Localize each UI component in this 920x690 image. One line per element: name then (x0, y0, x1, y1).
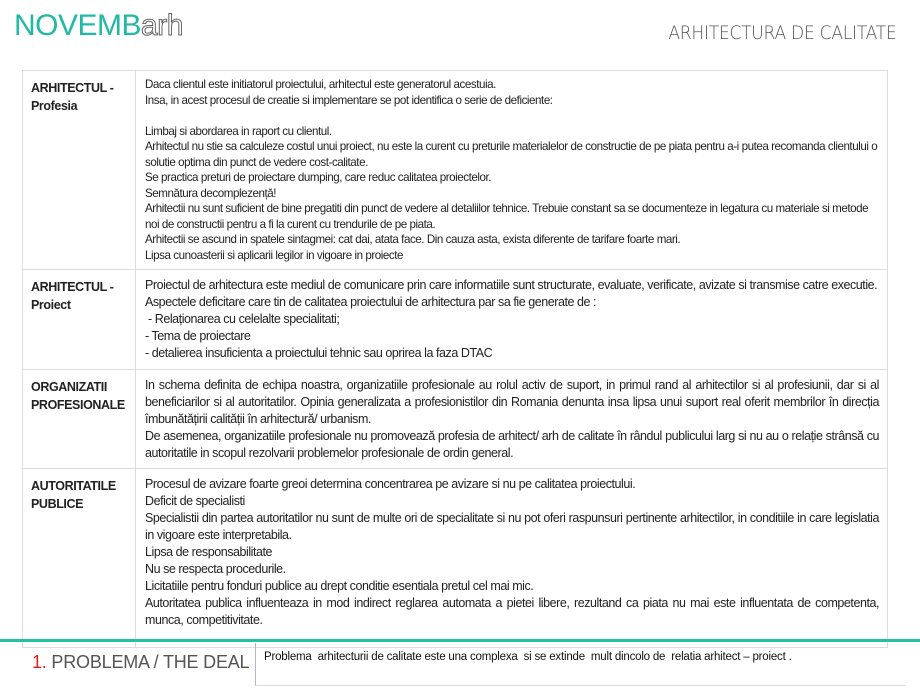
summary-text: Problema arhitecturii de calitate este una complexa si se extinde mult dincolo de relatia arhitect – proiect . (264, 651, 792, 663)
row-label (23, 370, 136, 469)
text-line: Insa, in acest procesul de creatie si implementare se pot identifica o serie de deficiente: (145, 93, 553, 107)
label-line: PROFESIONALE (31, 398, 125, 412)
text-line: De asemenea, organizatiile profesionale nu promovează profesia de arhitect/ arh de calitate în rândul publicului larg si nu au o relație strânsă cu autoritatile in scopul rezolvarii problemelor profesionale de ordin general. (145, 429, 879, 460)
section-label (32, 652, 249, 673)
text-line: - detalierea insuficienta a proiectului tehnic sau oprirea la faza DTAC (145, 346, 493, 360)
row-label (23, 71, 136, 270)
logo (14, 8, 183, 44)
text-line: Lipsa de responsabilitate (145, 545, 273, 559)
label-line: ARHITECTUL - (31, 81, 114, 95)
row-label (23, 469, 136, 648)
problems-table (22, 70, 888, 648)
text-line: In schema definita de echipa noastra, organizatiile profesionale au rolul activ de suport, in primul rand al arhitectilor si al profesiunii, dar si al beneficiarilor si al autoritatilor. Opinia generalizata a profesionistilor din Romania denunta insa lipsa unui suport real oferit membrilor în direcția îmbunătățirii calității în arhitectură/ urbanism. (145, 378, 879, 426)
label-line: ORGANIZATII (31, 380, 107, 394)
text-line: Aspectele deficitare care tin de calitatea proiectului de arhitectura par sa fie generate de : (145, 295, 597, 309)
text-line: Lipsa cunoasterii si aplicarii legilor in vigoare in proiecte (145, 248, 404, 262)
text-line: Se practica preturi de proiectare dumping, care reduc calitatea proiectelor. (145, 171, 492, 184)
text-line: Arhitectii nu sunt suficient de bine pregatiti din punct de vedere al detaliilor tehnice. Trebuie constant sa se documenteze in legatura cu materiale si metode noi de constructii pentru a fi la curent cu trendurile de pe piata. (145, 202, 869, 231)
blank-line (145, 108, 879, 124)
text-line: Procesul de avizare foarte greoi determina concentrarea pe avizare si nu pe calitatea proiectului. (145, 477, 636, 491)
row-content (136, 469, 888, 648)
text-line: Proiectul de arhitectura este mediul de comunicare prin care informatiile sunt structurate, evaluate, verificate, avizate si transmise catre executie. (145, 278, 878, 292)
text-line: Arhitectii se ascund in spatele sintagmei: cat dai, atata face. Din cauza asta, exista diferente de tarifare foarte mari. (145, 233, 681, 246)
label-line: Proiect (31, 298, 71, 312)
section-title: PROBLEMA / THE DEAL (46, 652, 250, 672)
section-number: 1. (32, 652, 47, 672)
table-row (23, 370, 888, 469)
text-line: Licitatiile pentru fonduri publice au drept conditie esentiala pretul cel mai mic. (145, 579, 534, 593)
label-line: PUBLICE (31, 497, 84, 511)
row-content (136, 270, 888, 370)
text-line: - Relaționarea cu celelalte specialitati; (145, 312, 340, 326)
summary-box (255, 643, 906, 686)
text-line: Daca clientul este initiatorul proiectului, arhitectul este generatorul acestuia. (145, 78, 496, 91)
text-line: Semnătura decomplezență! (145, 186, 276, 200)
text-line: Deficit de specialisti (145, 494, 245, 508)
row-content (136, 370, 888, 469)
text-line: Arhitectul nu stie sa calculeze costul unui proiect, nu este la curent cu preturile materialelor de constructie de pe piata pentru a-i putea recomanda clientului o solutie optima din punct de vedere cost-calitate. (145, 140, 878, 169)
label-line: Profesia (31, 99, 78, 113)
table-row (23, 469, 888, 648)
text-line: Nu se respecta procedurile. (145, 562, 286, 576)
table-row (23, 71, 888, 270)
text-line: - Tema de proiectare (145, 329, 251, 343)
text-line: Limbaj si abordarea in raport cu clientul. (145, 124, 332, 138)
text-line: Specialistii din partea autoritatilor nu sunt de multe ori de specialitate si nu pot oferi raspunsuri pertinente arhitectilor, in conditiile in care legislatia in vigoare este interpretabila. (145, 511, 879, 542)
page-title: ARHITECTURA DE CALITATE (667, 22, 896, 44)
row-content (136, 71, 888, 270)
logo-part1: NOVEMB (14, 9, 142, 42)
accent-divider (0, 639, 920, 642)
label-line: ARHITECTUL - (31, 280, 114, 294)
table-row (23, 270, 888, 370)
label-line: AUTORITATILE (31, 479, 116, 493)
row-label (23, 270, 136, 370)
text-line: Autoritatea publica influenteaza in mod indirect reglarea automata a pietei libere, rezultand ca piata nu mai este influentata de competenta, munca, competitivitate. (145, 596, 879, 627)
logo-part2: arh (141, 9, 183, 42)
